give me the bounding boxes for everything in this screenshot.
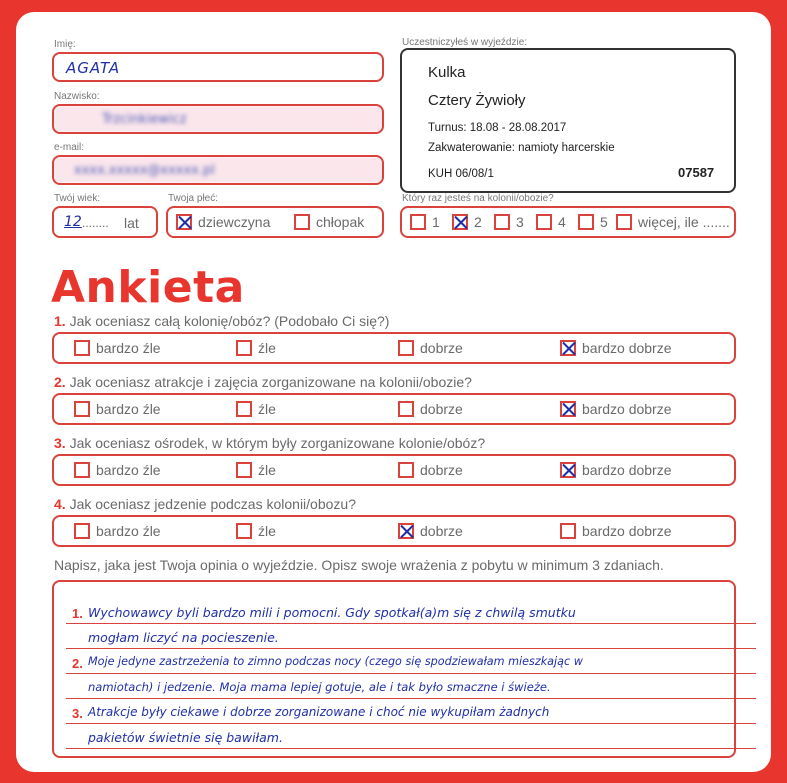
times-field — [400, 206, 736, 238]
times-3-checkbox[interactable] — [494, 214, 510, 230]
q3-bad-label: źle — [258, 462, 276, 478]
gender-label: Twoja płeć: — [168, 193, 219, 204]
surname-field[interactable] — [52, 104, 384, 134]
opinion-line-5: Atrakcje były ciekawe i dobrze zorganizowane i choć nie wykupiłam żadnych — [88, 705, 550, 719]
q2-good-checkbox[interactable] — [398, 401, 414, 417]
q4-very-good-label: bardzo dobrze — [582, 523, 672, 539]
opinion-line-6: pakietów świetnie się bawiłam. — [88, 730, 283, 745]
age-label: Twój wiek: — [54, 193, 101, 204]
times-option-more[interactable] — [616, 214, 730, 230]
times-more-checkbox[interactable] — [616, 214, 632, 230]
email-label: e-mail: — [54, 142, 85, 153]
gender-field — [166, 206, 384, 238]
stamp-accommodation: Zakwaterowanie: namioty harcerskie — [428, 142, 615, 154]
email-value: xxxx.xxxxx@xxxxx.pl — [74, 163, 215, 178]
q1-good-label: dobrze — [420, 340, 463, 356]
survey-title: Ankieta — [51, 262, 245, 313]
name-label: Imię: — [54, 39, 76, 50]
q4-very-bad-checkbox[interactable] — [74, 523, 90, 539]
opinion-line-4: namiotach) i jedzenie. Moja mama lepiej gotuje, ale i tak było smaczne i świeże. — [88, 680, 551, 694]
q2-bad-checkbox[interactable] — [236, 401, 252, 417]
q2-very-good-checkbox[interactable] — [560, 401, 576, 417]
times-1-label: 1 — [432, 214, 440, 230]
girl-label: dziewczyna — [198, 214, 271, 230]
times-1-checkbox[interactable] — [410, 214, 426, 230]
stamp-code: KUH 06/08/1 — [428, 168, 494, 180]
q3-very-good-checkbox[interactable] — [560, 462, 576, 478]
times-more-label: więcej, ile ....... — [638, 214, 730, 230]
q2-very-good-label: bardzo dobrze — [582, 401, 672, 417]
q2-option-good[interactable] — [398, 401, 463, 417]
q2-bad-label: źle — [258, 401, 276, 417]
times-2-checkbox[interactable] — [452, 214, 468, 230]
times-option-5[interactable] — [578, 214, 608, 230]
gender-option-boy[interactable] — [294, 214, 364, 230]
question-2-text: Jak oceniasz atrakcje i zajęcia zorganizowane na kolonii/obozie? — [69, 374, 472, 390]
opinion-line-3: Moje jedyne zastrzeżenia to zimno podczas nocy (czego się spodziewałam mieszkając w — [88, 655, 583, 668]
name-value: AGATA — [66, 59, 121, 77]
q1-option-very-good[interactable] — [560, 340, 672, 356]
writing-line — [66, 623, 756, 624]
writing-line — [66, 723, 756, 724]
participant-label: Uczestniczyłeś w wyjeździe: — [402, 37, 528, 48]
question-1-text: Jak oceniasz całą kolonię/obóz? (Podobało Ci się?) — [69, 313, 390, 329]
times-option-3[interactable] — [494, 214, 524, 230]
question-2-number: 2. — [54, 374, 66, 390]
writing-line — [66, 698, 756, 699]
q4-option-very-good[interactable] — [560, 523, 672, 539]
question-2-answers — [52, 393, 736, 425]
q3-option-very-good[interactable] — [560, 462, 672, 478]
q3-option-very-bad[interactable] — [74, 462, 161, 478]
times-label: Który raz jesteś na kolonii/obozie? — [402, 193, 554, 204]
q1-very-good-checkbox[interactable] — [560, 340, 576, 356]
q2-option-very-bad[interactable] — [74, 401, 161, 417]
q1-very-bad-checkbox[interactable] — [74, 340, 90, 356]
question-4-answers — [52, 515, 736, 547]
girl-checkbox[interactable] — [176, 214, 192, 230]
question-4-number: 4. — [54, 496, 66, 512]
stamp-turnus: Turnus: 18.08 - 28.08.2017 — [428, 122, 567, 134]
stamp-line2: Cztery Żywioły — [428, 92, 526, 109]
q2-good-label: dobrze — [420, 401, 463, 417]
q1-option-very-bad[interactable] — [74, 340, 161, 356]
opinion-line-1: Wychowawcy byli bardzo mili i pomocni. Gdy spotkał(a)m się z chwilą smutku — [88, 605, 576, 620]
stamp-number: 07587 — [678, 165, 715, 180]
question-4-text: Jak oceniasz jedzenie podczas kolonii/obozu? — [69, 496, 356, 512]
question-1-number: 1. — [54, 313, 66, 329]
q1-bad-label: źle — [258, 340, 276, 356]
times-3-label: 3 — [516, 214, 524, 230]
q3-very-bad-label: bardzo źle — [96, 462, 161, 478]
survey-sheet — [16, 12, 771, 772]
times-option-2[interactable] — [452, 214, 482, 230]
gender-option-girl[interactable] — [176, 214, 270, 230]
opinion-number-3: 3. — [72, 706, 83, 721]
participant-stamp — [400, 48, 736, 193]
q1-option-bad[interactable] — [236, 340, 276, 356]
writing-line — [66, 648, 756, 649]
stamp-line1: Kulka — [428, 64, 466, 81]
question-3-number: 3. — [54, 435, 66, 451]
q2-option-very-good[interactable] — [560, 401, 672, 417]
q4-bad-label: źle — [258, 523, 276, 539]
q2-very-bad-checkbox[interactable] — [74, 401, 90, 417]
opinion-number-2: 2. — [72, 656, 83, 671]
opinion-number-1: 1. — [72, 606, 83, 621]
times-option-4[interactable] — [536, 214, 566, 230]
surname-value: Trzcinkiewicz — [102, 112, 187, 127]
times-4-label: 4 — [558, 214, 566, 230]
surname-label: Nazwisko: — [54, 91, 100, 102]
question-1 — [54, 313, 389, 329]
boy-checkbox[interactable] — [294, 214, 310, 230]
q3-very-good-label: bardzo dobrze — [582, 462, 672, 478]
q4-option-good[interactable] — [398, 523, 463, 539]
boy-label: chłopak — [316, 214, 365, 230]
age-field[interactable] — [52, 206, 158, 238]
question-3 — [54, 435, 485, 451]
question-3-answers — [52, 454, 736, 486]
times-2-label: 2 — [474, 214, 482, 230]
email-field[interactable] — [52, 155, 384, 185]
q1-option-good[interactable] — [398, 340, 463, 356]
q1-very-bad-label: bardzo źle — [96, 340, 161, 356]
q3-good-label: dobrze — [420, 462, 463, 478]
q4-option-bad[interactable] — [236, 523, 276, 539]
q1-bad-checkbox[interactable] — [236, 340, 252, 356]
q3-option-bad[interactable] — [236, 462, 276, 478]
writing-line — [66, 748, 756, 749]
q4-very-bad-label: bardzo źle — [96, 523, 161, 539]
name-field[interactable] — [52, 52, 384, 82]
writing-line — [66, 673, 756, 674]
q3-option-good[interactable] — [398, 462, 463, 478]
question-4 — [54, 496, 356, 512]
q3-very-bad-checkbox[interactable] — [74, 462, 90, 478]
times-4-checkbox[interactable] — [536, 214, 552, 230]
times-option-1[interactable] — [410, 214, 440, 230]
q4-bad-checkbox[interactable] — [236, 523, 252, 539]
question-3-text: Jak oceniasz ośrodek, w którym były zorganizowane kolonie/obóz? — [69, 435, 486, 451]
q2-very-bad-label: bardzo źle — [96, 401, 161, 417]
age-value: 12 — [64, 214, 82, 230]
q2-option-bad[interactable] — [236, 401, 276, 417]
age-unit: lat — [124, 215, 139, 231]
q4-option-very-bad[interactable] — [74, 523, 161, 539]
q4-good-label: dobrze — [420, 523, 463, 539]
q4-very-good-checkbox[interactable] — [560, 523, 576, 539]
q1-very-good-label: bardzo dobrze — [582, 340, 672, 356]
question-2 — [54, 374, 472, 390]
opinion-prompt: Napisz, jaka jest Twoja opinia o wyjeździe. Opisz swoje wrażenia z pobytu w minimum 3 zdaniach. — [54, 557, 664, 573]
age-dots: ........ — [82, 216, 109, 230]
question-1-answers — [52, 332, 736, 364]
times-5-label: 5 — [600, 214, 608, 230]
times-5-checkbox[interactable] — [578, 214, 594, 230]
q4-good-checkbox[interactable] — [398, 523, 414, 539]
q1-good-checkbox[interactable] — [398, 340, 414, 356]
q3-good-checkbox[interactable] — [398, 462, 414, 478]
opinion-line-2: mogłam liczyć na pocieszenie. — [88, 630, 279, 645]
q3-bad-checkbox[interactable] — [236, 462, 252, 478]
